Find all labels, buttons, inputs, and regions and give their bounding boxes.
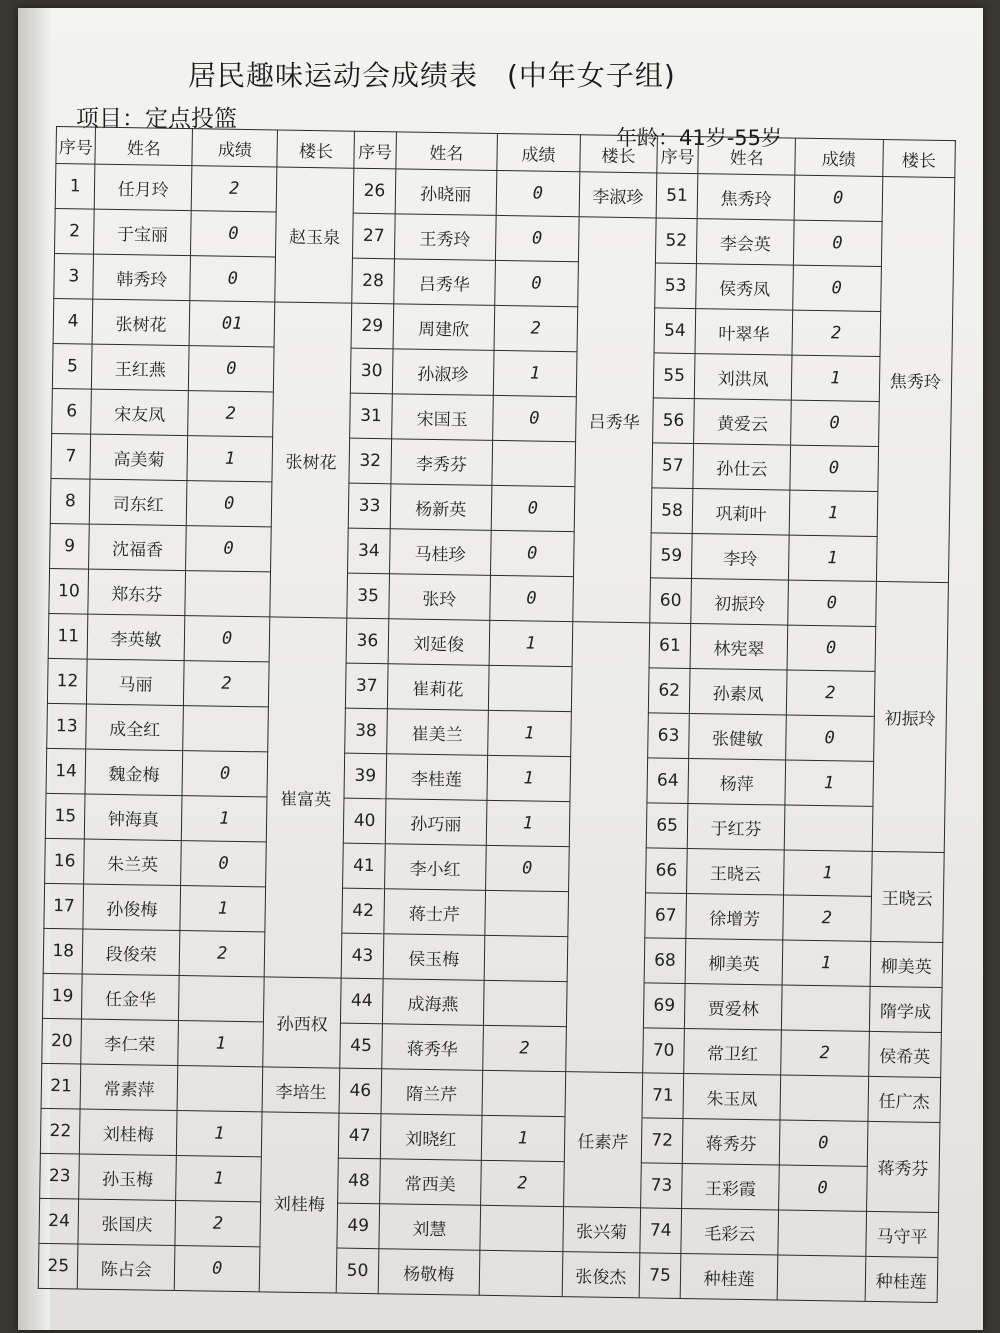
row-number: 65: [646, 803, 688, 849]
participant-name: 朱玉凤: [683, 1073, 780, 1120]
row-number: 46: [339, 1068, 381, 1114]
participant-name: 蒋秀芬: [683, 1118, 780, 1165]
building-leader: 马守平: [865, 1211, 938, 1257]
page-title: 居民趣味运动会成绩表 (中年女子组): [188, 59, 676, 92]
participant-name: 叶翠华: [695, 309, 792, 356]
participant-name: 韩秀玲: [93, 254, 190, 301]
header-no: 序号: [56, 127, 96, 165]
header-leader: 楼长: [580, 135, 657, 173]
score-cell: 1: [176, 1111, 262, 1157]
participant-name: 司东红: [90, 479, 187, 526]
participant-name: 刘延俊: [388, 619, 490, 666]
row-number: 47: [338, 1113, 380, 1159]
participant-name: 成海燕: [382, 979, 484, 1026]
score-cell: 0: [793, 265, 881, 311]
score-cell: 0: [494, 260, 578, 306]
header-score: 成绩: [497, 133, 581, 171]
score-cell: 1: [493, 350, 577, 396]
row-number: 4: [53, 298, 93, 344]
row-number: 57: [652, 443, 694, 489]
score-cell: 0: [188, 346, 274, 392]
row-number: 28: [352, 258, 394, 304]
header-name: 姓名: [95, 127, 192, 166]
row-number: 17: [44, 883, 84, 929]
score-cell: [484, 935, 568, 981]
participant-name: 常素萍: [81, 1064, 178, 1111]
score-cell: 1: [481, 1115, 565, 1161]
row-number: 59: [650, 533, 692, 579]
row-number: 22: [40, 1108, 80, 1154]
row-number: 29: [351, 303, 393, 349]
row-number: 55: [653, 353, 695, 399]
score-cell: 1: [486, 800, 570, 846]
row-number: 25: [38, 1243, 78, 1289]
participant-name: 李小红: [384, 844, 486, 891]
row-number: 48: [338, 1158, 380, 1204]
header-no: 序号: [657, 136, 699, 174]
row-number: 58: [651, 488, 693, 534]
participant-name: 刘洪凤: [695, 354, 792, 401]
row-number: 62: [648, 668, 690, 714]
score-cell: 0: [788, 580, 876, 626]
score-cell: 0: [787, 625, 875, 671]
participant-name: 李仁荣: [81, 1019, 178, 1066]
score-cell: 1: [789, 490, 877, 536]
row-number: 70: [642, 1028, 684, 1074]
score-cell: [480, 1205, 564, 1251]
participant-name: 朱兰英: [84, 839, 181, 886]
row-number: 73: [640, 1163, 682, 1209]
participant-name: 沈福香: [89, 524, 186, 571]
building-leader: 侯希英: [868, 1031, 941, 1077]
score-cell: 1: [181, 796, 267, 842]
participant-name: 陈占会: [78, 1244, 175, 1291]
header-leader: 楼长: [277, 130, 354, 168]
row-number: 72: [641, 1118, 683, 1164]
participant-name: 张国庆: [78, 1199, 175, 1246]
building-leader: 任素芹: [564, 1072, 643, 1208]
score-cell: 0: [185, 526, 271, 572]
row-number: 24: [39, 1198, 79, 1244]
score-cell: 0: [190, 211, 276, 257]
header-name: 姓名: [396, 132, 497, 171]
score-cell: 1: [180, 886, 266, 932]
score-cell: 1: [178, 1021, 264, 1067]
participant-name: 马桂珍: [389, 529, 491, 576]
row-number: 56: [652, 398, 694, 444]
score-cell: 0: [491, 485, 575, 531]
score-cell: 0: [779, 1120, 867, 1166]
score-cell: 0: [495, 215, 579, 261]
score-cell: 2: [781, 1030, 869, 1076]
row-number: 71: [642, 1073, 684, 1119]
row-number: 27: [353, 213, 395, 259]
row-number: 50: [336, 1248, 378, 1294]
score-cell: 0: [790, 400, 878, 446]
participant-name: 常西美: [379, 1159, 481, 1206]
participant-name: 张健敏: [689, 714, 786, 761]
row-number: 3: [54, 253, 94, 299]
row-number: 49: [337, 1203, 379, 1249]
row-number: 30: [350, 348, 392, 394]
row-number: 36: [346, 618, 388, 664]
score-cell: 2: [188, 391, 274, 437]
participant-name: 王晓云: [687, 849, 784, 896]
row-number: 23: [40, 1153, 80, 1199]
score-cell: [784, 805, 872, 851]
participant-name: 郑东芬: [88, 569, 185, 616]
row-number: 64: [647, 758, 689, 804]
building-leader: 刘桂梅: [260, 1112, 340, 1293]
score-cell: 0: [485, 845, 569, 891]
building-leader: 李培生: [262, 1067, 339, 1113]
project-label: 项目：定点投篮: [76, 106, 237, 132]
participant-name: 林宪翠: [690, 624, 787, 671]
participant-name: 孙仕云: [693, 444, 790, 491]
row-number: 5: [52, 343, 92, 389]
building-leader: 王晓云: [870, 851, 944, 942]
participant-name: 贾爱林: [685, 983, 782, 1030]
building-leader: 张俊杰: [562, 1252, 639, 1298]
row-number: 6: [52, 388, 92, 434]
participant-name: 毛彩云: [681, 1208, 778, 1255]
row-number: 43: [341, 933, 383, 979]
row-number: 13: [47, 703, 87, 749]
participant-name: 王红燕: [92, 344, 189, 391]
row-number: 60: [649, 578, 691, 624]
row-number: 15: [45, 793, 85, 839]
participant-name: 成全红: [86, 704, 183, 751]
participant-name: 宋友凤: [91, 389, 188, 436]
participant-name: 杨萍: [688, 759, 785, 806]
header-score: 成绩: [192, 129, 278, 167]
participant-name: 初振玲: [691, 579, 788, 626]
row-number: 18: [43, 928, 83, 974]
row-number: 37: [346, 663, 388, 709]
participant-name: 柳美英: [685, 938, 782, 985]
score-cell: 2: [191, 166, 277, 212]
score-cell: 2: [183, 661, 269, 707]
participant-name: 崔美兰: [386, 709, 488, 756]
row-number: 40: [343, 798, 385, 844]
participant-name: 钟海真: [85, 794, 182, 841]
participant-name: 孙巧丽: [385, 799, 487, 846]
row-number: 35: [347, 573, 389, 619]
row-number: 45: [340, 1023, 382, 1069]
participant-name: 种桂莲: [681, 1253, 778, 1300]
row-number: 52: [655, 218, 697, 264]
participant-name: 段俊荣: [83, 929, 180, 976]
row-number: 8: [50, 478, 90, 524]
row-number: 38: [345, 708, 387, 754]
row-number: 26: [353, 168, 395, 214]
score-cell: [482, 1070, 566, 1116]
score-cell: 1: [487, 710, 571, 756]
score-cell: 2: [175, 1201, 261, 1247]
row-number: 21: [41, 1063, 81, 1109]
participant-name: 杨敬梅: [378, 1249, 480, 1296]
score-cell: 2: [480, 1160, 564, 1206]
score-cell: 0: [492, 395, 576, 441]
score-cell: 1: [187, 436, 273, 482]
participant-name: 孙俊梅: [83, 884, 180, 931]
score-cell: [777, 1255, 865, 1301]
building-leader: 任广杰: [868, 1076, 941, 1122]
score-cell: [488, 665, 572, 711]
participant-name: 宋国玉: [391, 394, 493, 441]
table-body: [38, 164, 955, 1303]
row-number: 51: [656, 173, 698, 219]
score-cell: 0: [790, 445, 878, 491]
participant-name: 高美菊: [90, 434, 187, 481]
row-number: 53: [654, 263, 696, 309]
participant-name: 巩莉叶: [693, 489, 790, 536]
score-cell: [781, 985, 869, 1031]
row-number: 16: [45, 838, 85, 884]
score-cell: 2: [792, 310, 880, 356]
building-leader: 种桂莲: [865, 1256, 938, 1302]
row-number: 74: [640, 1208, 682, 1254]
row-number: 11: [48, 613, 88, 659]
participant-name: 侯秀凤: [696, 264, 793, 311]
participant-name: 崔莉花: [387, 664, 489, 711]
building-leader: [566, 622, 650, 1073]
participant-name: 周建欣: [393, 304, 495, 351]
score-cell: 1: [782, 940, 870, 986]
participant-name: 李桂莲: [386, 754, 488, 801]
building-leader: 张兴菊: [563, 1207, 640, 1253]
building-leader: 吕秀华: [573, 217, 656, 623]
participant-name: 于红芬: [688, 804, 785, 851]
score-cell: 0: [174, 1246, 260, 1292]
building-leader: 孙西权: [263, 977, 341, 1068]
row-number: 2: [54, 208, 94, 254]
participant-name: 孙玉梅: [79, 1154, 176, 1201]
building-leader: 隋学成: [869, 986, 942, 1032]
age-label: 年龄：41岁-55岁: [616, 126, 783, 150]
score-cell: [492, 440, 576, 486]
score-cell: 0: [182, 751, 268, 797]
participant-name: 焦秀玲: [697, 174, 794, 221]
score-cell: 0: [793, 220, 881, 266]
building-leader: 张树花: [270, 302, 352, 618]
row-number: 10: [49, 568, 89, 614]
participant-name: 王彩霞: [682, 1163, 779, 1210]
row-number: 41: [343, 843, 385, 889]
score-cell: [178, 976, 264, 1022]
building-leader: 焦秀玲: [876, 176, 955, 582]
header-no: 序号: [354, 131, 396, 169]
participant-name: 张树花: [93, 299, 190, 346]
score-cell: 2: [494, 305, 578, 351]
row-number: 20: [42, 1018, 82, 1064]
building-leader: 赵玉泉: [275, 167, 354, 303]
score-cell: 2: [786, 670, 874, 716]
score-cell: 1: [487, 755, 571, 801]
row-number: 75: [639, 1253, 681, 1299]
participant-name: 魏金梅: [85, 749, 182, 796]
row-number: 67: [645, 893, 687, 939]
row-number: 14: [46, 748, 86, 794]
score-cell: 2: [179, 931, 265, 977]
row-number: 12: [47, 658, 87, 704]
score-cell: 1: [785, 760, 873, 806]
participant-name: 徐增芳: [686, 894, 783, 941]
building-leader: 初振玲: [872, 581, 949, 852]
participant-name: 刘晓红: [380, 1114, 482, 1161]
score-cell: 0: [489, 575, 573, 621]
participant-name: 李玲: [692, 534, 789, 581]
score-cell: 0: [184, 616, 270, 662]
score-cell: 1: [783, 850, 871, 896]
score-cell: 1: [791, 355, 879, 401]
row-number: 44: [341, 978, 383, 1024]
participant-name: 李英敏: [88, 614, 185, 661]
participant-name: 黄爱云: [694, 399, 791, 446]
score-cell: 0: [181, 841, 267, 887]
participant-name: 张玲: [389, 574, 491, 621]
participant-name: 李秀芬: [391, 439, 493, 486]
score-cell: 0: [778, 1165, 866, 1211]
participant-name: 刘桂梅: [80, 1109, 177, 1156]
participant-name: 任月玲: [95, 164, 192, 211]
header-leader: 楼长: [882, 139, 955, 177]
participant-name: 王秀玲: [394, 214, 496, 261]
score-cell: [183, 706, 269, 752]
participant-name: 孙晓丽: [395, 169, 497, 216]
building-leader: 崔富英: [265, 617, 347, 978]
participant-name: 隋兰芹: [381, 1069, 483, 1116]
score-cell: [479, 1250, 563, 1296]
row-number: 31: [350, 393, 392, 439]
row-number: 42: [342, 888, 384, 934]
row-number: 69: [643, 983, 685, 1029]
row-number: 19: [42, 973, 82, 1019]
participant-name: 李会英: [697, 219, 794, 266]
score-cell: 0: [496, 170, 580, 216]
score-cell: 1: [489, 620, 573, 666]
score-cell: 0: [186, 481, 272, 527]
score-cell: 0: [490, 530, 574, 576]
score-cell: [485, 890, 569, 936]
row-number: 54: [654, 308, 696, 354]
row-number: 61: [649, 623, 691, 669]
row-number: 39: [344, 753, 386, 799]
score-cell: [177, 1066, 263, 1112]
participant-name: 侯玉梅: [383, 934, 485, 981]
score-cell: [780, 1075, 868, 1121]
score-cell: 1: [788, 535, 876, 581]
participant-name: 孙淑珍: [392, 349, 494, 396]
score-cell: 1: [176, 1156, 262, 1202]
score-table: [38, 126, 956, 1303]
score-cell: 0: [190, 256, 276, 302]
row-number: 34: [348, 528, 390, 574]
participant-name: 常卫红: [684, 1028, 781, 1075]
row-number: 66: [645, 848, 687, 894]
building-leader: 蒋秀芬: [866, 1121, 940, 1212]
participant-name: 杨新英: [390, 484, 492, 531]
score-cell: 0: [785, 715, 873, 761]
building-leader: 李淑珍: [579, 172, 656, 218]
score-cell: 0: [794, 175, 882, 221]
score-cell: 2: [482, 1025, 566, 1071]
score-cell: [483, 980, 567, 1026]
participant-name: 任金华: [82, 974, 179, 1021]
participant-name: 蒋士芹: [384, 889, 486, 936]
score-cell: [778, 1210, 866, 1256]
score-cell: 2: [783, 895, 871, 941]
participant-name: 于宝丽: [94, 209, 191, 256]
row-number: 33: [348, 483, 390, 529]
row-number: 9: [50, 523, 90, 569]
row-number: 63: [647, 713, 689, 759]
participant-name: 马丽: [87, 659, 184, 706]
participant-name: 蒋秀华: [382, 1024, 484, 1071]
score-cell: [185, 571, 271, 617]
row-number: 1: [55, 164, 95, 210]
participant-name: 吕秀华: [394, 259, 496, 306]
header-score: 成绩: [795, 138, 883, 176]
row-number: 7: [51, 433, 91, 479]
header-name: 姓名: [698, 137, 795, 176]
building-leader: 柳美英: [870, 941, 943, 987]
score-cell: 01: [189, 301, 275, 347]
participant-name: 刘慧: [379, 1204, 481, 1251]
row-number: 68: [644, 938, 686, 984]
participant-name: 孙素凤: [690, 669, 787, 716]
row-number: 32: [349, 438, 391, 484]
